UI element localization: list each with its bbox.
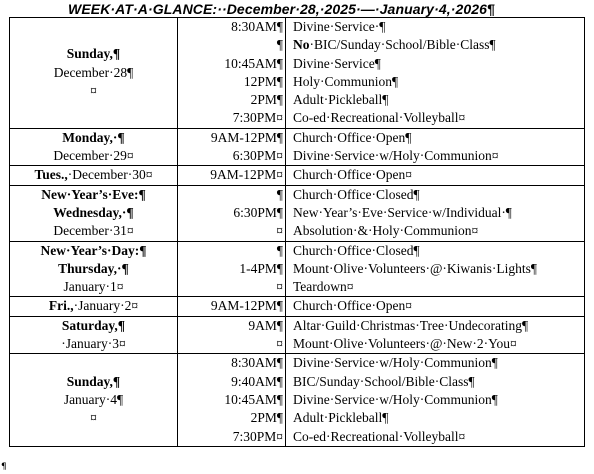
event-cell: [286, 185, 585, 241]
event-text: Divine·Service¶: [293, 55, 381, 71]
schedule-row: [10, 297, 585, 316]
event-cell: [286, 241, 585, 297]
event-text: Divine·Service·w/Holy·Communion¶: [293, 391, 498, 407]
event-text: Co-ed·Recreational·Volleyball¤: [293, 110, 466, 126]
event-text: Adult·Pickleball¶: [293, 92, 389, 108]
event-text: Church·Office·Open¶: [293, 129, 412, 145]
time-value: 9AM-12PM¤: [210, 167, 283, 183]
day-label: January·4¶: [63, 391, 124, 407]
event-text: BIC/Sunday·School/Bible·Class¶: [293, 373, 475, 389]
schedule-row: [10, 185, 585, 241]
day-label: Monday,·¶: [62, 129, 125, 145]
day-label: ¤: [90, 410, 97, 426]
event-cell: [286, 18, 585, 129]
day-label: Fri.,·January·2¤: [48, 298, 139, 314]
time-cell: [178, 241, 286, 297]
schedule-row: [10, 316, 585, 354]
time-value: 9:40AM¶: [231, 373, 283, 389]
time-cell: [178, 185, 286, 241]
time-value: 2PM¶: [250, 410, 283, 426]
event-text: Church·Office·Closed¶: [293, 186, 420, 202]
day-label: ·January·3¤: [61, 336, 126, 352]
schedule-row: [10, 18, 585, 129]
day-label: Thursday,·¶: [58, 260, 129, 276]
time-value: ¶: [276, 37, 283, 53]
time-value: 7:30PM¤: [232, 110, 283, 126]
event-cell: [286, 297, 585, 316]
day-label: Sunday,¶: [66, 46, 121, 62]
time-value: 8:30AM¶: [231, 355, 283, 371]
event-text: Church·Office·Open¤: [293, 167, 412, 183]
time-cell: [178, 354, 286, 446]
time-value: 6:30PM¶: [233, 204, 283, 220]
schedule-row: [10, 128, 585, 166]
time-value: 6:30PM¤: [232, 148, 283, 164]
schedule-row: [10, 354, 585, 446]
event-text: Divine·Service·w/Holy·Communion¶: [293, 355, 498, 371]
event-text: Adult·Pickleball¶: [293, 410, 389, 426]
day-cell: [10, 185, 178, 241]
event-text: New·Year’s·Eve·Service·w/Individual·¶: [293, 204, 512, 220]
day-cell: [10, 316, 178, 354]
time-cell: [178, 128, 286, 166]
time-cell: [178, 316, 286, 354]
day-label: Tues.,·December·30¤: [34, 167, 153, 183]
time-value: 10:45AM¶: [224, 55, 283, 71]
event-cell: [286, 316, 585, 354]
event-cell: [286, 166, 585, 185]
day-label: December·29¤: [53, 148, 134, 164]
time-value: ¤: [276, 279, 283, 295]
time-value: ¶: [276, 242, 283, 258]
event-text: Teardown¤: [293, 279, 354, 295]
event-text: Holy·Communion¶: [293, 73, 399, 89]
event-text: Divine·Service·w/Holy·Communion¤: [293, 148, 499, 164]
schedule-body: [10, 18, 585, 447]
day-label: Sunday,¶: [66, 373, 121, 389]
day-label: ¤: [90, 83, 97, 99]
time-value: 7:30PM¤: [232, 428, 283, 444]
day-label: Wednesday,·¶: [53, 204, 134, 220]
event-text: Co-ed·Recreational·Volleyball¤: [293, 428, 466, 444]
event-text: Church·Office·Open¤: [293, 298, 412, 314]
day-label: New·Year’s·Eve:¶: [41, 186, 146, 202]
day-cell: [10, 354, 178, 446]
event-text: Altar·Guild·Christmas·Tree·Undecorating¶: [293, 317, 529, 333]
event-text: Mount·Olive·Volunteers·@·New·2·You¤: [293, 336, 517, 352]
time-value: 9AM-12PM¶: [210, 298, 283, 314]
day-cell: [10, 128, 178, 166]
time-value: 1-4PM¶: [239, 260, 283, 276]
time-cell: [178, 166, 286, 185]
day-label: New·Year’s·Day:¶: [40, 242, 147, 258]
time-value: ¤: [276, 223, 283, 239]
schedule-row: [10, 166, 585, 185]
day-cell: [10, 241, 178, 297]
time-value: 10:45AM¶: [224, 391, 283, 407]
schedule-table: [9, 17, 585, 447]
day-label: December·31¤: [53, 223, 134, 239]
time-value: 9AM-12PM¶: [210, 129, 283, 145]
day-cell: [10, 297, 178, 316]
event-text: Church·Office·Closed¶: [293, 242, 420, 258]
event-text: Divine·Service·¶: [293, 19, 386, 34]
time-value: 8:30AM¶: [231, 19, 283, 34]
schedule-row: [10, 241, 585, 297]
time-value: 9AM¶: [248, 317, 283, 333]
event-text: Mount·Olive·Volunteers·@·Kiwanis·Lights¶: [293, 260, 538, 276]
event-text: No·BIC/Sunday·School/Bible·Class¶: [293, 37, 496, 53]
time-value: 12PM¶: [243, 73, 283, 89]
day-label: December·28¶: [53, 64, 134, 80]
day-cell: [10, 166, 178, 185]
time-value: ¶: [276, 186, 283, 202]
event-cell: [286, 354, 585, 446]
day-label: Saturday,¶: [61, 317, 126, 333]
event-cell: [286, 128, 585, 166]
day-cell: [10, 18, 178, 129]
day-label: January·1¤: [63, 279, 124, 295]
time-value: 2PM¶: [250, 92, 283, 108]
time-cell: [178, 297, 286, 316]
event-text: Absolution·&·Holy·Communion¤: [293, 223, 479, 239]
time-cell: [178, 18, 286, 129]
page-title: WEEK·AT·A·GLANCE:··December·28,·2025·—·January·4,·2026¶: [68, 1, 495, 17]
paragraph-mark: ¶: [1, 462, 7, 472]
time-value: ¤: [276, 336, 283, 352]
